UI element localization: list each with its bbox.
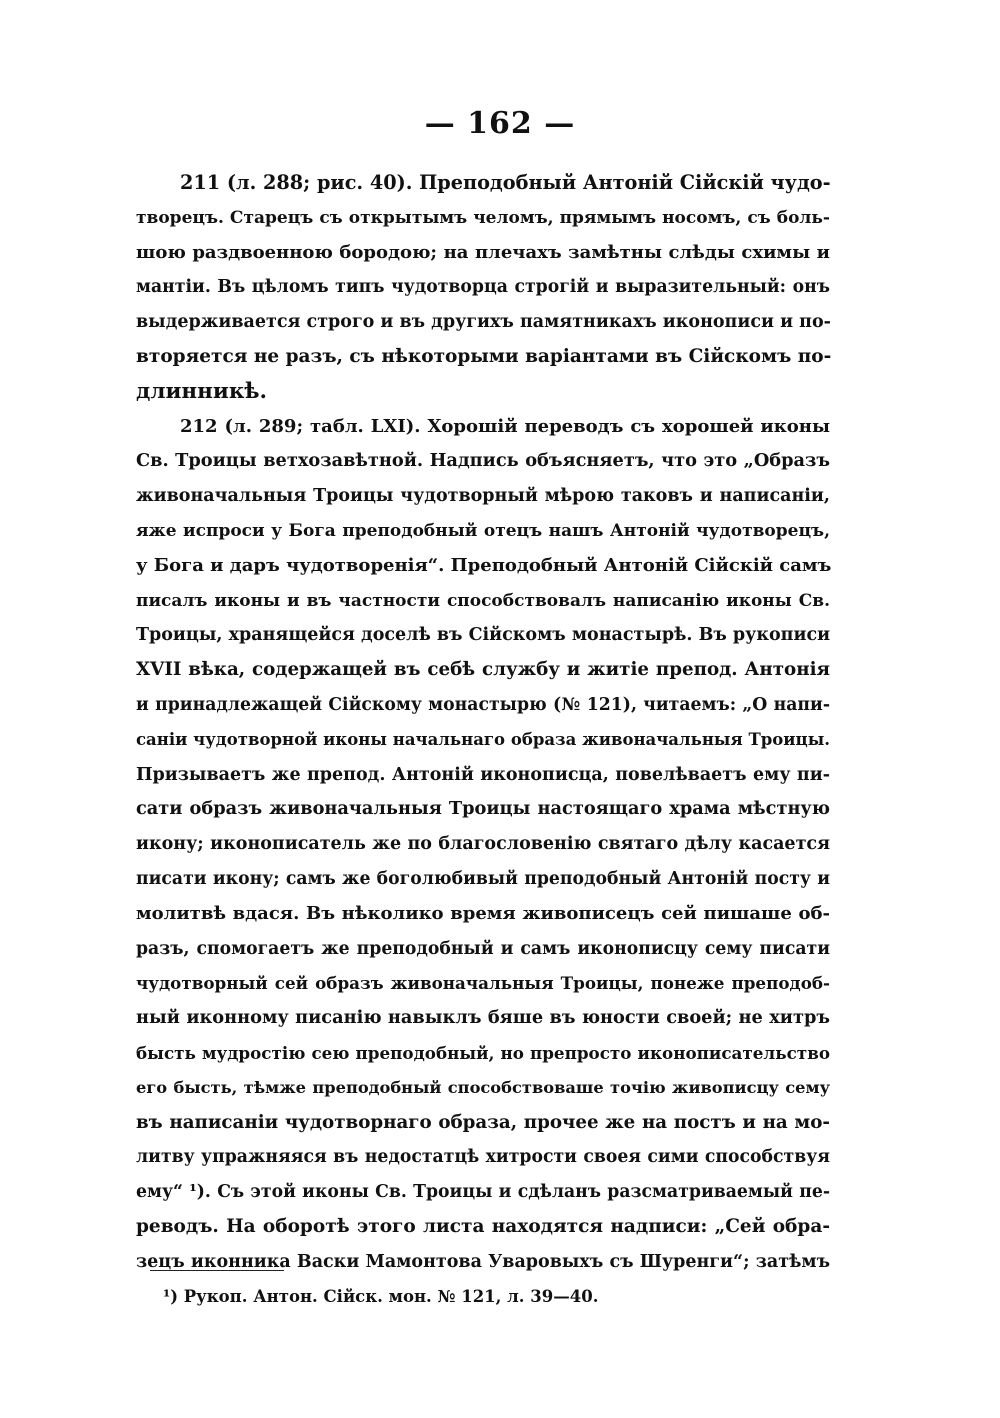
text-line: чудотворный сей образъ живоначальныя Троицы, понеже преподоб-	[136, 973, 830, 994]
text-line: 212 (л. 289; табл. LXI). Хорошій переводъ съ хорошей иконы	[180, 415, 830, 437]
text-line: выдерживается строго и въ другихъ памятникахъ иконописи и по-	[136, 312, 831, 333]
text-line: икону; иконописатель же по благословенію святаго дѣлу касается	[136, 834, 830, 855]
text-line: яже испроси у Бога преподобный отецъ нашъ Антоній чудотворецъ,	[136, 520, 830, 541]
page-number: — 162 —	[424, 106, 576, 141]
text-line: и принадлежащей Сійскому монастырю (№ 121), читаемъ: „О напи-	[136, 694, 830, 715]
footnote-divider	[150, 1270, 284, 1271]
text-line: мантіи. Въ цѣломъ типъ чудотворца строгій и выразительный: онъ	[136, 277, 830, 298]
text-line: писалъ иконы и въ частности способствовалъ написанію иконы Св.	[136, 590, 830, 611]
text-line: писати икону; самъ же боголюбивый преподобный Антоній посту и	[136, 868, 830, 889]
text-line: Троицы, хранящейся доселѣ въ Сійскомъ монастырѣ. Въ рукописи	[136, 625, 831, 646]
text-line: ему“ ¹). Съ этой иконы Св. Троицы и сдѣланъ разсматриваемый пе-	[136, 1182, 830, 1203]
text-line: въ написаніи чудотворнаго образа, прочее же на постъ и на мо-	[136, 1111, 830, 1133]
text-line: у Бога и даръ чудотворенія“. Преподобный Антоній Сійскій самъ	[136, 554, 832, 576]
text-line: литву упражняяся въ недостатцѣ хитрости своея сими способствуя	[136, 1147, 830, 1168]
text-line: XVII вѣка, содержащей въ себѣ службу и житіе препод. Антонія	[136, 659, 830, 681]
text-line: саніи чудотворной иконы начальнаго образа живоначальныя Троицы.	[136, 729, 830, 749]
text-line: Св. Троицы ветхозавѣтной. Надпись объясняетъ, что это „Образъ	[136, 450, 830, 472]
text-line: его бысть, тѣмже преподобный способствоваше точію живописцу сему	[136, 1077, 830, 1097]
text-line: Призываетъ же препод. Антоній иконописца, повелѣваетъ ему пи-	[136, 764, 830, 785]
text-line: сати образъ живоначальныя Троицы настоящаго храма мѣстную	[136, 798, 830, 820]
text-line: разъ, спомогаетъ же преподобный и самъ иконописцу сему писати	[136, 938, 830, 959]
text-line: реводъ. На оборотѣ этого листа находятся надписи: „Сей обра-	[136, 1215, 830, 1237]
text-line: живоначальныя Троицы чудотворный мѣрою таковъ и написаніи,	[136, 486, 830, 507]
text-line: творецъ. Старецъ съ открытымъ челомъ, прямымъ носомъ, съ боль-	[136, 207, 830, 228]
text-line: длинникѣ.	[136, 378, 267, 404]
text-line: бысть мудростію сею преподобный, но препросто иконописательство	[136, 1042, 830, 1063]
text-line: молитвѣ вдася. Въ нѣколико время живописецъ сей пишаше об-	[136, 902, 830, 924]
text-line: ный иконному писанію навыклъ бяше въ юности своей; не хитръ	[136, 1007, 830, 1029]
body-text	[136, 166, 830, 1280]
text-line: вторяется не разъ, съ нѣкоторыми варіантами въ Сійскомъ по-	[136, 345, 832, 367]
text-line: 211 (л. 288; рис. 40). Преподобный Антоній Сійскій чудо-	[180, 171, 831, 194]
footnote: ¹) Рукоп. Антон. Сійск. мон. № 121, л. 39—40.	[163, 1287, 599, 1306]
text-line: зецъ иконника Васки Мамонтова Уваровыхъ съ Шуренги“; затѣмъ	[136, 1251, 830, 1272]
text-line: шою раздвоенною бородою; на плечахъ замѣтны слѣды схимы и	[136, 241, 830, 263]
